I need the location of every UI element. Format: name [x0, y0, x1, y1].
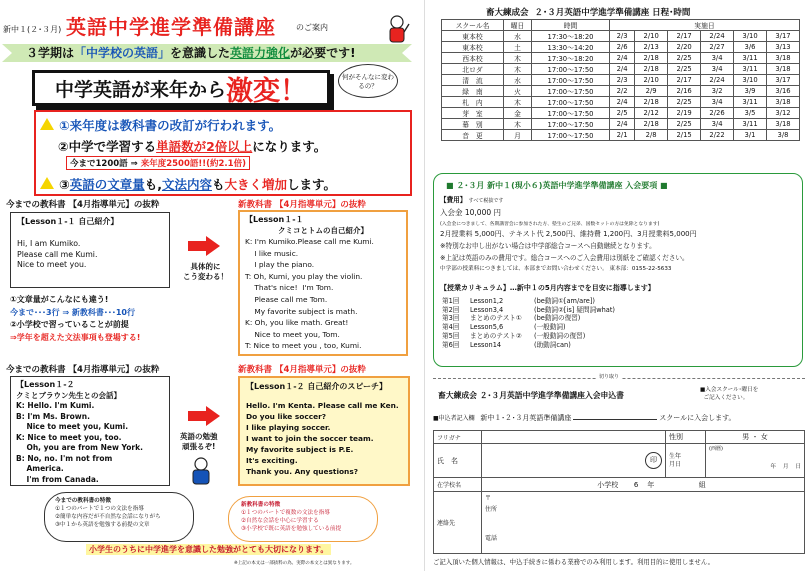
old-lesson-1-1-lines: [17, 239, 163, 271]
schedule-cell: 3/17: [766, 31, 799, 42]
curriculum-row: [442, 332, 615, 341]
gender-value[interactable]: 男 ・ 女: [706, 431, 805, 444]
schedule-cell: 3/11: [734, 64, 767, 75]
seal-circle: 印: [645, 452, 662, 469]
new-lesson-1-1-subtitle: クミコとトムの自己紹介】: [278, 226, 368, 235]
curriculum-cell: (be動詞の復習): [534, 314, 581, 323]
schedule-cell: 3/18: [766, 119, 799, 130]
header-cell: 実施日: [610, 20, 800, 31]
schedule-cell: 2/4: [610, 64, 635, 75]
change-points-box: [34, 110, 412, 196]
schedule-row: [442, 108, 800, 119]
schedule-cell: 北ロダ: [442, 64, 504, 75]
old-lesson-1-2-subtitle: クミとブラウン先生との会話】: [16, 391, 121, 400]
new-lesson-1-1: [238, 210, 408, 356]
warning-icon: [40, 177, 54, 189]
schedule-cell: 木: [504, 64, 532, 75]
section2-new-label: 新教科書 【4月指導単元】の抜粋: [238, 365, 366, 375]
tiny-note: ※上記の本文は一部抜粋の為、実際の本文とは異なります。: [234, 561, 355, 566]
headline-a: 中学英語が来年から: [54, 78, 226, 101]
schedule-row: [442, 42, 800, 53]
header-cell: スクール名: [442, 20, 504, 31]
schedule-cell: 2/10: [635, 75, 668, 86]
entry-label: ■申込者記入欄: [433, 415, 475, 422]
schedule-cell: 13:30～14:20: [532, 42, 610, 53]
schedule-cell: 2/15: [668, 130, 701, 141]
schedule-cell: 17:00～17:50: [532, 64, 610, 75]
point-2-note: [66, 156, 250, 170]
schedule-cell: 3/4: [701, 64, 734, 75]
curriculum-cell: (一般動詞の復習): [534, 331, 586, 340]
section2-old-label: 今までの教科書 【4月指導単元】の抜粋: [6, 365, 160, 375]
fee-line: 入会金 10,000 円: [440, 208, 502, 217]
cloud-line: ①１つのパートで複数の文法を指導: [241, 510, 330, 516]
schedule-cell: 3/12: [766, 108, 799, 119]
point-3: [40, 174, 336, 193]
schedule-cell: 3/11: [734, 53, 767, 64]
address-label: 住所: [485, 506, 498, 513]
schedule-cell: 東本校: [442, 42, 504, 53]
schedule-cell: 3/18: [766, 53, 799, 64]
banner-focus: 英語力強化: [230, 46, 291, 60]
dialog-line: Nice to meet you.: [17, 260, 87, 269]
schedule-cell: 17:30～18:20: [532, 31, 610, 42]
new-lesson-1-2-title: 【Lesson１-２ 自己紹介のスピーチ】: [246, 382, 388, 391]
banner-mid: を意識した: [170, 46, 231, 60]
student-illustration: [188, 456, 214, 486]
schedule-cell: 2/24: [701, 75, 734, 86]
schedule-cell: 2/25: [668, 119, 701, 130]
cut-label: 切り取り: [596, 373, 622, 380]
curriculum-list: [442, 297, 615, 349]
form-title-note: ■入会スクール･曜日を ご記入ください。: [700, 387, 759, 401]
dob-units: [709, 462, 801, 470]
gender-label: 性別: [666, 431, 706, 444]
schedule-cell: 2/17: [668, 75, 701, 86]
schedule-cell: 2/9: [635, 86, 668, 97]
schedule-cell: 2/20: [668, 42, 701, 53]
page-title: 英語中学進学準備講座: [66, 15, 276, 39]
point-3-e: 大きく増加: [224, 177, 287, 192]
red-arrow-icon: [188, 236, 220, 256]
comparison-notes: [10, 294, 140, 344]
schedule-cell: 2/16: [668, 86, 701, 97]
grade-value: 6: [633, 480, 639, 489]
schedule-cell: 2/24: [701, 31, 734, 42]
schedule-cell: 3/11: [734, 119, 767, 130]
schedule-cell: 2/4: [610, 53, 635, 64]
headline-b: 激変: [226, 75, 280, 107]
schedule-cell: 3/18: [766, 64, 799, 75]
curriculum-cell: 第1回: [442, 297, 460, 305]
schedule-cell: 2/5: [610, 108, 635, 119]
name-input[interactable]: [482, 444, 666, 478]
section1-new-label: 新教科書 【4月指導単元】の抜粋: [238, 200, 366, 210]
schedule-cell: 幕 別: [442, 119, 504, 130]
cloud-line: ③小学校で既に英語を勉強している前提: [241, 526, 342, 532]
schedule-cell: 2/13: [635, 42, 668, 53]
old-lesson-1-2: [10, 376, 170, 486]
schedule-cell: 3/5: [734, 108, 767, 119]
schedule-header-row: [442, 20, 800, 31]
schedule-table: [441, 19, 800, 141]
class-unit: 組: [698, 480, 706, 489]
schedule-cell: 3/1: [734, 130, 767, 141]
dialog-line: Nice to meet you, Kumi.: [16, 422, 129, 431]
curriculum-cell: まとめのテスト①: [470, 314, 522, 323]
schedule-cell: 3/4: [701, 53, 734, 64]
point-1-text: ①来年度は教科書の改訂が行われます。: [59, 118, 282, 133]
dialog-line: Hi, I am Kumiko.: [17, 239, 81, 248]
curriculum-cell: 第3回: [442, 314, 460, 323]
curriculum-cell: 第2回: [442, 305, 460, 314]
schedule-cell: 3/13: [766, 42, 799, 53]
cloud-title: 今までの教科書の特徴: [55, 498, 111, 504]
schedule-title-text: ２･３月英語中学進学準備講座 日程･時間: [534, 8, 691, 18]
dialog-line: K: Oh, you like math. Great!: [245, 318, 349, 328]
schedule-row: [442, 64, 800, 75]
schedule-cell: 3/8: [766, 130, 799, 141]
point-2-note-b: 来年度2500語!!(約2.1倍): [140, 159, 246, 169]
dialog-line: That's nice! I'm Tom.: [245, 283, 334, 293]
schedule-cell: 3/16: [766, 86, 799, 97]
schedule-cell: 2/3: [610, 75, 635, 86]
banner-quote: 「中学校の英語」: [74, 46, 171, 60]
contact-label: 連絡先: [434, 492, 482, 554]
schedule-org: 畜大練成会: [486, 8, 529, 18]
schedule-title: [486, 6, 690, 18]
point-2-highlight: 単語数が2倍以上: [156, 139, 253, 154]
footer-message: 小学生のうちに中学進学を意識した勉強がとても大切になります。: [86, 544, 331, 555]
schedule-cell: 2/18: [635, 97, 668, 108]
school-row[interactable]: [482, 478, 805, 492]
furigana-input[interactable]: [482, 431, 666, 444]
dialog-line: Please call me Kumi.: [17, 249, 98, 259]
schedule-cell: 土: [504, 42, 532, 53]
schedule-cell: 2/18: [635, 119, 668, 130]
dialog-line: Thank you. Any questions?: [246, 467, 359, 476]
schedule-row: [442, 130, 800, 141]
schedule-cell: 2/18: [635, 53, 668, 64]
fee-note-line: ※上記は英語のみの費用です。総合コースへのご入会費用は別紙をご確認ください。: [440, 254, 689, 262]
title-suffix: のご案内: [296, 23, 328, 32]
new-features-cloud: [228, 496, 378, 542]
privacy-note: ご記入頂いた個人情報は、中込手続きに係わる業務でのみ利用します。利用目的に使用しません。: [433, 558, 715, 566]
schedule-cell: 2/25: [668, 64, 701, 75]
schedule-body: [442, 31, 800, 141]
schedule-cell: 3/4: [701, 119, 734, 130]
curriculum-cell: Lesson3,4: [470, 305, 504, 314]
schedule-cell: 17:00～17:50: [532, 108, 610, 119]
curriculum-cell: (一般動詞): [534, 323, 566, 332]
schedule-cell: 西本校: [442, 53, 504, 64]
entry-text: 新中１･２･３月英語準備講座: [480, 414, 572, 422]
header-cell: 時間: [532, 20, 610, 31]
dialog-line: Do you like soccer?: [246, 412, 327, 421]
point-3-f: します。: [287, 177, 337, 192]
schedule-cell: 3/9: [734, 86, 767, 97]
schedule-cell: 2/25: [668, 97, 701, 108]
postal-label: 〒: [485, 495, 492, 502]
dialog-line: Hello. I'm Kenta. Please call me Ken.: [246, 401, 399, 410]
note-line: 今まで･･･3行 ⇒ 新教科書･･･10行: [10, 307, 135, 317]
schedule-cell: 芽 室: [442, 108, 504, 119]
form-table: [433, 430, 805, 554]
cloud-line: ③中１から英語を勉強する前提の文章: [55, 522, 150, 528]
page-divider: [424, 0, 425, 571]
cloud-line: ②自然な会話を中心に学習する: [241, 518, 319, 524]
curriculum-cell: 第5回: [442, 331, 460, 340]
fee-note-line: 中学部の授業料につきましては、本部までお問い合わせください。 東本部：0155-22-5633: [440, 266, 672, 272]
old-lesson-1-2-title: 【Lesson１-２: [16, 380, 75, 389]
schedule-cell: 月: [504, 130, 532, 141]
fee-sub: すべて税抜です: [468, 198, 504, 204]
dob-label: 生年 月日: [666, 444, 706, 478]
dialog-line: T: Nice to meet you , too, Kumi.: [245, 341, 362, 351]
schedule-cell: 2/4: [610, 97, 635, 108]
application-form: [433, 413, 805, 566]
schedule-cell: 2/6: [610, 42, 635, 53]
schedule-cell: 2/10: [635, 31, 668, 42]
dialog-line: It's exciting.: [246, 456, 298, 465]
fee-items: 2月授業料 5,000円、テキスト代 2,500円、維持費 1,200円、3月授業料5,000円: [440, 230, 697, 238]
entry-row: [433, 413, 805, 425]
enrollment-panel: [433, 173, 803, 367]
dialog-line: Please call me Tom.: [245, 294, 328, 304]
schedule-cell: 音 更: [442, 130, 504, 141]
fee-note-line: ※特別なお申し出がない場合は中学部総合コースへ自動継続となります。: [440, 242, 656, 250]
schedule-row: [442, 97, 800, 108]
schedule-cell: 緑 南: [442, 86, 504, 97]
schedule-cell: 2/4: [610, 119, 635, 130]
cloud-line: ②簡単な内容だが不自然な会話になりがち: [55, 514, 161, 520]
curriculum-cell: Lesson5,6: [470, 323, 504, 332]
schedule-row: [442, 86, 800, 97]
form-title: 畜大練成会 ２･３月英語中学進学準備講座入会申込書: [438, 391, 624, 400]
school-label: 在学校名: [434, 478, 482, 492]
note-line: ②小学校で習っていることが前提: [10, 320, 129, 329]
schedule-cell: 17:00～17:50: [532, 75, 610, 86]
curriculum-cell: (助動詞can): [534, 340, 571, 349]
schedule-cell: 3/10: [734, 31, 767, 42]
curriculum-row: [442, 341, 615, 350]
dialog-line: K: I'm Kumiko.Please call me Kumi.: [245, 237, 374, 246]
dialog-line: Oh, you are from New York.: [16, 443, 143, 452]
curriculum-cell: Lesson14: [470, 340, 502, 349]
note-line: ①文章量がこんなにも違う!: [10, 295, 109, 304]
curriculum-cell: (be動詞①[am/are]): [534, 297, 595, 305]
banner-text: [26, 44, 356, 61]
warning-icon: [40, 118, 54, 130]
schedule-cell: 2/19: [668, 108, 701, 119]
schedule-cell: 17:00～17:50: [532, 130, 610, 141]
old-lesson-1-1-title: 【Lesson１-１ 自己紹介】: [17, 217, 119, 226]
old-lesson-1-2-lines: [16, 401, 164, 485]
schedule-row: [442, 31, 800, 42]
curriculum-cell: 第4回: [442, 323, 460, 332]
curriculum-cell: 第6回: [442, 340, 460, 349]
cloud-line: ①１つのパートで１つの文法を指導: [55, 506, 144, 512]
dob-unit: 月: [782, 464, 789, 470]
dob-era: (西暦): [709, 446, 723, 452]
speech-bubble: 何がそんなに変わるの？: [338, 64, 398, 98]
schedule-cell: 2/27: [701, 42, 734, 53]
point-3-b: も,: [144, 177, 162, 192]
dialog-line: I like music.: [245, 248, 299, 258]
school-unit: 小学校: [597, 480, 619, 489]
new-lesson-1-1-lines: [245, 236, 401, 352]
schedule-cell: 2/17: [668, 31, 701, 42]
dialog-line: B: No, no. I'm not from: [16, 453, 113, 463]
point-2-note-a: 今まで1200語 ⇒: [70, 159, 138, 169]
curriculum-header: 【授業カリキュラム】…新中１の5月内容までを目安に指導します】: [440, 284, 655, 292]
schedule-cell: 火: [504, 86, 532, 97]
schedule-cell: 札 内: [442, 97, 504, 108]
dialog-line: K: Nice to meet you, too.: [16, 432, 122, 442]
headline-c: ！: [280, 75, 307, 107]
schedule-cell: 2/25: [668, 53, 701, 64]
new-lesson-1-1-title: 【Lesson１-１: [245, 215, 304, 224]
dob-input[interactable]: [706, 444, 805, 478]
teacher-illustration: [384, 14, 410, 44]
schedule-cell: 金: [504, 108, 532, 119]
panel-title: ■ ２･３月 新中１(現小６)英語中学進学準備講座 入会要項 ■: [446, 181, 668, 190]
dob-unit: 年: [770, 464, 776, 470]
dialog-line: Nice to meet you, Tom.: [245, 329, 340, 339]
furigana-label: フリガナ: [434, 431, 482, 444]
fee-head: 【費用】: [440, 196, 467, 204]
curriculum-row: [442, 297, 615, 306]
contact-input[interactable]: [482, 492, 805, 554]
curriculum-row: [442, 306, 615, 315]
point-1: [40, 115, 281, 134]
tag-label: 新中１(２･３月): [3, 25, 62, 34]
schedule-cell: 2/22: [701, 130, 734, 141]
header-cell: 曜日: [504, 20, 532, 31]
schedule-cell: 2/12: [635, 108, 668, 119]
new-lesson-1-2: [238, 376, 410, 486]
schedule-cell: 3/17: [766, 75, 799, 86]
schedule-row: [442, 53, 800, 64]
dialog-line: My favorite subject is P.E.: [246, 445, 354, 454]
banner-prefix: ３学期は: [26, 46, 75, 60]
schedule-row: [442, 119, 800, 130]
schedule-cell: 3/2: [701, 86, 734, 97]
entry-suffix: スクールに入会します。: [659, 414, 736, 422]
schedule-cell: 3/6: [734, 42, 767, 53]
point-2: [58, 136, 326, 155]
schedule-cell: 17:00～17:50: [532, 86, 610, 97]
schedule-cell: 3/11: [734, 97, 767, 108]
curriculum-row: [442, 323, 615, 332]
phone-label: 電話: [485, 535, 498, 542]
old-features-cloud: [44, 492, 194, 542]
schedule-cell: 2/26: [701, 108, 734, 119]
curriculum-cell: Lesson1,2: [470, 297, 504, 305]
schedule-cell: 17:00～17:50: [532, 119, 610, 130]
schedule-cell: 3/18: [766, 97, 799, 108]
grade-unit: 年: [647, 480, 655, 489]
point-2-pre: ②中学で学習する: [58, 139, 157, 154]
schedule-cell: 17:00～17:50: [532, 97, 610, 108]
curriculum-row: [442, 314, 615, 323]
dialog-line: K: Hello. I'm Kumi.: [16, 401, 95, 410]
schedule-cell: 2/1: [610, 130, 635, 141]
cloud-title: 新教科書の特徴: [241, 502, 281, 508]
dialog-line: My favorite subject is math.: [245, 306, 358, 316]
red-arrow-icon: [188, 406, 220, 426]
schedule-cell: 水: [504, 75, 532, 86]
dialog-line: I like playing soccer.: [246, 423, 331, 432]
curriculum-cell: まとめのテスト②: [470, 331, 522, 340]
schedule-cell: 2/8: [635, 130, 668, 141]
dialog-line: I'm from Canada.: [16, 474, 99, 484]
point-3-pre: ③: [59, 177, 70, 192]
schedule-cell: 3/4: [701, 97, 734, 108]
schedule-cell: 3/10: [734, 75, 767, 86]
schedule-row: [442, 75, 800, 86]
curriculum-cell: (be動詞②[is] 疑問詞what): [534, 305, 615, 314]
schedule-cell: 清 流: [442, 75, 504, 86]
school-input[interactable]: [573, 419, 657, 420]
dialog-line: T: Oh, Kumi, you play the violin.: [245, 271, 363, 281]
point-3-a: 英語の文章量: [69, 177, 145, 192]
point-2-post: になります。: [252, 139, 327, 154]
fee-header: [440, 196, 503, 207]
name-label: 氏 名: [434, 444, 482, 478]
schedule-cell: 2/2: [610, 86, 635, 97]
dialog-line: B: I'm Ms. Brown.: [16, 411, 90, 421]
schedule-cell: 水: [504, 31, 532, 42]
schedule-cell: 2/3: [610, 31, 635, 42]
fee-note: (入会金につきまして、各期講習会に参加された方、塾生のご兄弟、国数セットの方は免除となります): [440, 222, 660, 227]
old-lesson-1-1: [10, 212, 170, 288]
schedule-cell: 2/18: [635, 64, 668, 75]
middle-note-2: 英語の勉強 頑張るぞ!: [180, 432, 218, 451]
dialog-line: I want to join the soccer team.: [246, 434, 374, 443]
schedule-cell: 17:30～18:20: [532, 53, 610, 64]
middle-note: 具体的に こう変わる！: [183, 262, 228, 281]
dialog-line: I play the piano.: [245, 260, 315, 270]
banner-suffix: が必要です!: [290, 46, 356, 60]
new-lesson-1-2-lines: [246, 400, 402, 477]
dialog-line: America.: [16, 464, 64, 473]
schedule-cell: 東本校: [442, 31, 504, 42]
schedule-cell: 木: [504, 119, 532, 130]
section1-old-label: 今までの教科書 【4月指導単元】の抜粋: [6, 200, 160, 210]
schedule-cell: 木: [504, 53, 532, 64]
schedule-cell: 木: [504, 97, 532, 108]
headline-box: [32, 70, 330, 106]
point-3-d: も: [211, 177, 225, 192]
note-line: ⇒学年を超えた文法事項も登場する!: [10, 332, 141, 342]
point-3-c: 文法内容: [161, 177, 212, 192]
dob-unit: 日: [795, 464, 801, 470]
